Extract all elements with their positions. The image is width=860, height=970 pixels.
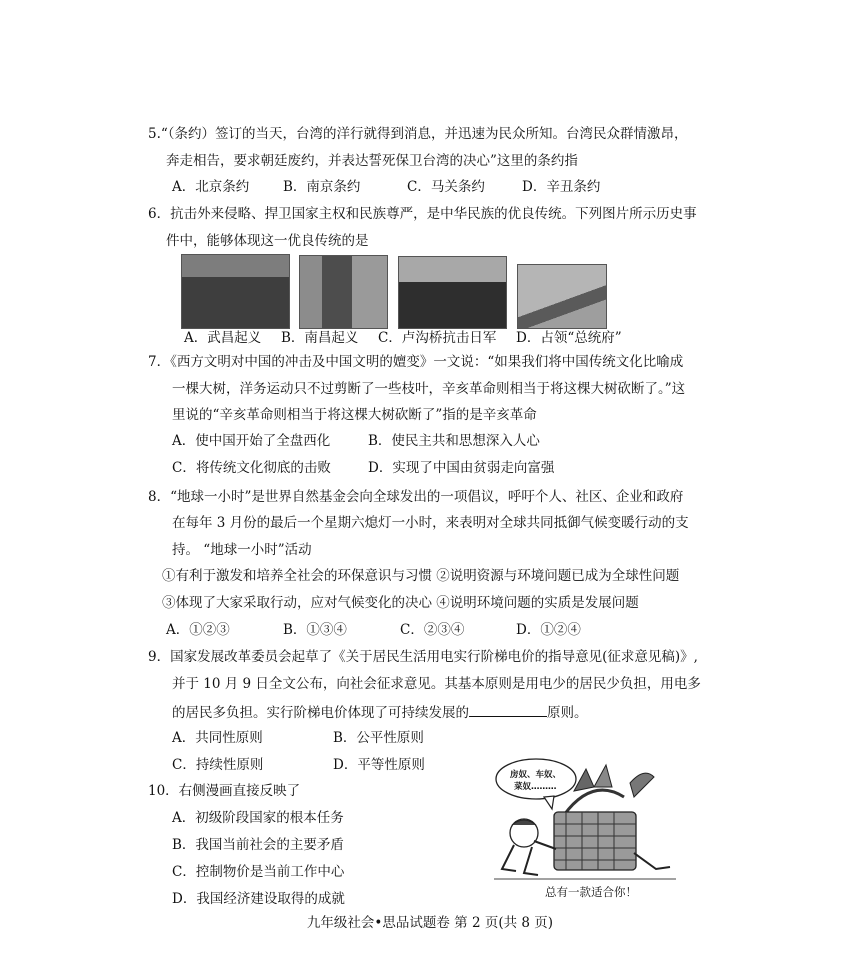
q9-option-a: A．共同性原则 xyxy=(172,730,263,746)
page-footer: 九年级社会•思品试题卷 第 2 页(共 8 页) xyxy=(306,915,554,931)
q9-line1: 9．国家发展改革委员会起草了《关于居民生活用电实行阶梯电价的指导意见(征求意见稿)》, xyxy=(148,649,698,665)
q9-option-d: D．平等性原则 xyxy=(333,757,425,773)
q5-option-a: A．北京条约 xyxy=(172,179,250,195)
q10-option-c: C．控制物价是当前工作中心 xyxy=(172,864,345,880)
q5-line2: 奔走相告，要求朝廷废约，并表达誓死保卫台湾的决心”这里的条约指 xyxy=(166,153,578,169)
photo-nanchang-uprising xyxy=(299,255,388,329)
q7-option-c: C．将传统文化彻底的击败 xyxy=(172,460,331,476)
q9-line3-text: 的居民多负担。实行阶梯电价体现了可持续发展的 xyxy=(172,705,469,721)
q7-option-a: A．使中国开始了全盘西化 xyxy=(172,433,331,449)
q8-option-d: D．①②④ xyxy=(516,622,581,638)
q8-option-b: B．①③④ xyxy=(283,622,347,638)
q6-option-c: C．卢沟桥抗击日军 xyxy=(378,330,497,346)
photo-lugou-bridge xyxy=(398,256,507,329)
q7-line2: 一棵大树，洋务运动只不过剪断了一些枝叶，辛亥革命则相当于将这棵大树砍断了。”这 xyxy=(172,381,686,397)
q5-option-b: B．南京条约 xyxy=(283,179,361,195)
q9-line3 xyxy=(172,702,588,722)
q10-option-b: B．我国当前社会的主要矛盾 xyxy=(172,837,344,853)
q10-option-a: A．初级阶段国家的根本任务 xyxy=(172,810,344,826)
q6-option-b: B．南昌起义 xyxy=(281,330,359,346)
q7-option-d: D．实现了中国由贫弱走向富强 xyxy=(368,460,555,476)
photo-wuchang-uprising xyxy=(181,254,290,329)
bubble-text-2: 菜奴……… xyxy=(514,782,557,792)
bubble-text-1: 房奴、车奴、 xyxy=(510,770,562,780)
q5-line1: 5.“（条约）签订的当天，台湾的洋行就得到消息，并迅速为民众所知。台湾民众群情激昂， xyxy=(148,126,688,142)
q9-line2: 并于 10 月 9 日全文公布，向社会征求意见。其基本原则是用电少的居民少负担，用电多 xyxy=(172,676,701,692)
cartoon-caption: 总有一款适合你！ xyxy=(545,885,637,899)
q8-line2: 在每年 3 月份的最后一个星期六熄灯一小时，来表明对全球共同抵御气候变暖行动的支 xyxy=(172,515,689,531)
cartoon-image xyxy=(494,757,676,883)
q8-statement-2: ③体现了大家采取行动，应对气候变化的决心 ④说明环境问题的实质是发展问题 xyxy=(162,595,639,611)
q5-option-c: C．马关条约 xyxy=(407,179,485,195)
q6-line1: 6．抗击外来侵略、捍卫国家主权和民族尊严，是中华民族的优良传统。下列图片所示历史事 xyxy=(148,206,697,222)
q9-line3-end: 原则。 xyxy=(547,705,588,721)
q10-line1: 10．右侧漫画直接反映了 xyxy=(148,783,301,799)
q6-option-a: A．武昌起义 xyxy=(184,330,262,346)
q8-option-a: A．①②③ xyxy=(166,622,230,638)
q7-option-b: B．使民主共和思想深入人心 xyxy=(368,433,540,449)
q8-line1: 8．“地球一小时”是世界自然基金会向全球发出的一项倡议，呼吁个人、社区、企业和政府 xyxy=(148,489,684,505)
q10-option-d: D．我国经济建设取得的成就 xyxy=(172,891,345,907)
q5-option-d: D．辛丑条约 xyxy=(522,179,601,195)
q6-option-d: D．占领“总统府” xyxy=(516,330,622,346)
q6-line2: 件中，能够体现这一优良传统的是 xyxy=(166,233,369,249)
q7-line1: 7．《西方文明对中国的冲击及中国文明的嬗变》一文说：“如果我们将中国传统文化比喻成 xyxy=(148,354,684,370)
q8-option-c: C．②③④ xyxy=(400,622,465,638)
q9-option-c: C．持续性原则 xyxy=(172,757,264,773)
q9-answer-blank xyxy=(469,702,547,717)
q7-line3: 里说的“辛亥革命则相当于将这棵大树砍断了”指的是辛亥革命 xyxy=(172,407,537,423)
photo-presidential-palace xyxy=(517,264,607,329)
q8-statement-1: ①有利于激发和培养全社会的环保意识与习惯 ②说明资源与环境问题已成为全球性问题 xyxy=(162,568,680,584)
q8-line3: 持。 “地球一小时”活动 xyxy=(172,542,312,558)
q9-option-b: B．公平性原则 xyxy=(333,730,424,746)
